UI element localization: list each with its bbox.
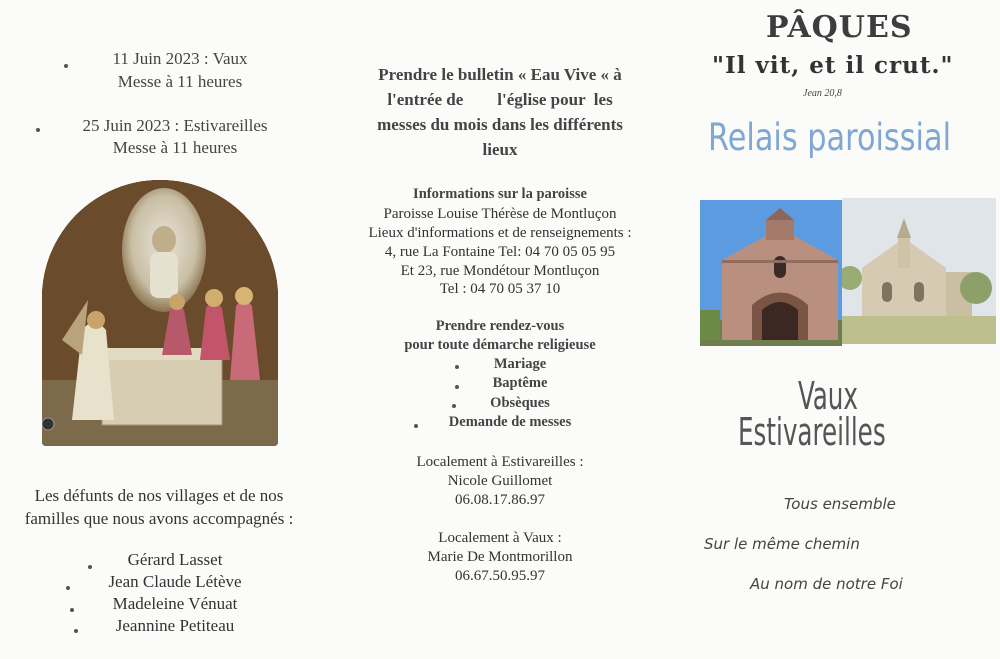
estivareilles-church-photo <box>842 198 996 344</box>
bullet-icon <box>455 385 459 389</box>
motto-line: Sur le même chemin <box>704 535 860 553</box>
event-mass: Messe à 11 heures <box>117 72 243 91</box>
estivareilles-contact-title: Localement à Estivareilles : <box>416 454 584 470</box>
relais-title: Relais paroissial <box>708 116 952 159</box>
bullet-icon <box>66 586 70 590</box>
event-mass: Messe à 11 heures <box>112 138 238 157</box>
rdv-title: Prendre rendez-vous <box>435 318 565 334</box>
vaux-church-photo <box>700 200 842 346</box>
resurrection-fresco-image <box>42 180 278 446</box>
bullet-icon <box>88 565 92 569</box>
info-title: Informations sur la paroisse <box>413 186 587 202</box>
name-item: Gérard Lasset <box>127 550 223 569</box>
info-line: Lieux d'informations et de renseignements : <box>368 225 632 241</box>
church-illustration <box>842 198 996 344</box>
motto-line: Au nom de notre Foi <box>750 575 903 593</box>
estivareilles-contact-name: Nicole Guillomet <box>447 473 553 489</box>
rdv-item: Demande de messes <box>448 414 572 430</box>
name-item: Jeannine Petiteau <box>115 616 235 635</box>
info-line: Tel : 04 70 05 37 10 <box>439 281 561 297</box>
vaux-contact-phone: 06.67.50.95.97 <box>455 568 545 584</box>
fresco-illustration <box>42 180 278 446</box>
bullet-icon <box>414 424 418 428</box>
rdv-item: Obsèques <box>490 395 550 411</box>
info-line: Paroisse Louise Thérèse de Montluçon <box>383 206 617 222</box>
vaux-contact-name: Marie De Montmorillon <box>427 549 573 565</box>
info-line: 4, rue La Fontaine Tel: 04 70 05 05 95 <box>384 244 616 260</box>
bulletin-line: lieux <box>482 140 518 159</box>
bullet-icon <box>452 404 456 408</box>
easter-heading: PÂQUES <box>766 10 913 45</box>
rdv-item: Mariage <box>493 356 547 372</box>
name-item: Jean Claude Létève <box>108 572 242 591</box>
church-illustration <box>700 200 842 346</box>
scripture-reference: Jean 20,8 <box>803 88 842 99</box>
event-date: 25 Juin 2023 : Estivareilles <box>82 116 268 135</box>
rdv-item: Baptême <box>492 375 548 391</box>
bullet-icon <box>64 64 68 68</box>
event-date: 11 Juin 2023 : Vaux <box>112 49 248 68</box>
bullet-icon <box>70 608 74 612</box>
motto-line: Tous ensemble <box>784 495 896 513</box>
bullet-icon <box>74 629 78 633</box>
info-line: Et 23, rue Mondétour Montluçon <box>400 263 600 279</box>
vaux-contact-title: Localement à Vaux : <box>438 530 562 546</box>
scripture-quote: "Il vit, et il crut." <box>712 52 954 79</box>
bullet-icon <box>455 365 459 369</box>
village-name-estivareilles: Estivareilles <box>738 410 886 454</box>
bulletin-line: Prendre le bulletin « Eau Vive « à <box>378 65 622 84</box>
name-item: Madeleine Vénuat <box>112 594 238 613</box>
bullet-icon <box>36 128 40 132</box>
bulletin-line: l'entrée de l'église pour les <box>387 90 613 109</box>
defunts-line: Les défunts de nos villages et de nos <box>34 486 284 505</box>
bulletin-line: messes du mois dans les différents <box>377 115 623 134</box>
estivareilles-contact-phone: 06.08.17.86.97 <box>455 492 545 508</box>
rdv-subtitle: pour toute démarche religieuse <box>404 337 596 353</box>
defunts-line: familles que nous avons accompagnés : <box>24 509 294 528</box>
village-name-vaux: Vaux <box>798 374 858 418</box>
